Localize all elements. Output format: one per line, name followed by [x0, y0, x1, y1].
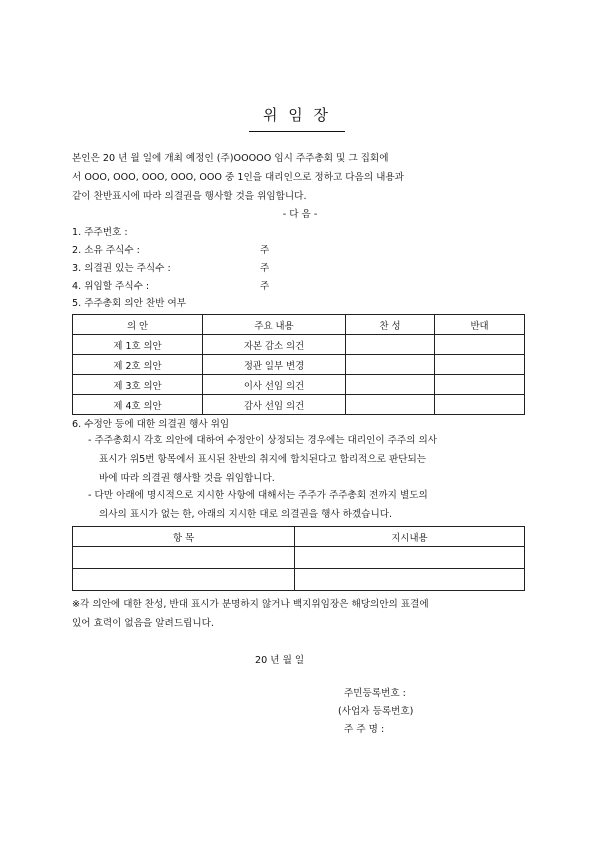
- item-label: 2. 소유 주식수 :: [72, 245, 140, 256]
- da-eum-heading: - 다 음 -: [282, 209, 318, 220]
- table-row: [73, 375, 525, 395]
- column-header: 지시내용: [295, 527, 525, 547]
- agenda-content: 정관 일부 변경: [203, 355, 346, 375]
- agenda-content: 자본 감소 의건: [203, 335, 346, 355]
- table-header-row: [73, 527, 525, 547]
- item-delegated-shares: [72, 278, 270, 292]
- agenda-number: 제 2호 의안: [73, 355, 203, 375]
- item-label: 1. 주주번호 :: [72, 227, 128, 238]
- section6-a-line-2: 표시가 위5번 항목에서 표시된 찬반의 취지에 합치된다고 합리적으로 판단되는: [99, 454, 427, 465]
- item-owned-shares: [72, 242, 270, 256]
- agenda-content: 이사 선임 의건: [203, 375, 346, 395]
- approve-cell[interactable]: [346, 395, 435, 415]
- section6-title: 6. 수정안 등에 대한 의결권 행사 위임: [72, 419, 230, 430]
- agenda-number: 제 3호 의안: [73, 375, 203, 395]
- instruction-item-cell[interactable]: [73, 547, 295, 569]
- column-header: 찬 성: [346, 315, 435, 335]
- intro-line-2: 서 OOO, OOO, OOO, OOO, OOO 중 1인을 대리인으로 정하고 다음의 내용과: [72, 172, 404, 183]
- notice-line-1: ※각 의안에 대한 찬성, 반대 표시가 분명하지 않거나 백지위임장은 해당의안의 표결에: [72, 599, 429, 610]
- section6-b-line-1: - 다만 아래에 명시적으로 지시한 사항에 대해서는 주주가 주주총회 전까지 별도의: [88, 490, 428, 501]
- column-header: 반대: [435, 315, 525, 335]
- item-label: 3. 의결권 있는 주식수 :: [72, 263, 171, 274]
- item-shareholder-number: [72, 224, 128, 238]
- business-number-label: (사업자 등록번호): [338, 706, 414, 717]
- table-row: [73, 355, 525, 375]
- oppose-cell[interactable]: [435, 355, 525, 375]
- agenda-number: 제 1호 의안: [73, 335, 203, 355]
- table-row: [73, 569, 525, 591]
- table-row: [73, 335, 525, 355]
- section6-a-line-3: 바에 따라 의결권 행사할 것을 위임합니다.: [99, 473, 275, 484]
- table-row: [73, 395, 525, 415]
- notice-paragraph: [72, 595, 532, 633]
- agenda-number: 제 4호 의안: [73, 395, 203, 415]
- intro-line-3: 같이 찬반표시에 따라 의결권을 행사할 것을 위임합니다.: [72, 191, 307, 202]
- oppose-cell[interactable]: [435, 395, 525, 415]
- instruction-table: [72, 526, 525, 591]
- resident-number-label: 주민등록번호 :: [344, 688, 406, 699]
- section6-paragraph-a: [88, 431, 437, 488]
- column-header: 주요 내용: [203, 315, 346, 335]
- section6-paragraph-b: [88, 486, 428, 524]
- item-value: 주: [260, 281, 270, 292]
- item-voting-shares: [72, 260, 270, 274]
- approve-cell[interactable]: [346, 335, 435, 355]
- intro-paragraph: [72, 149, 528, 206]
- notice-line-2: 있어 효력이 없음을 알려드립니다.: [72, 618, 214, 629]
- oppose-cell[interactable]: [435, 335, 525, 355]
- approve-cell[interactable]: [346, 355, 435, 375]
- document-title: 위 임 장: [249, 104, 345, 132]
- item-agenda-vote: [72, 295, 186, 309]
- item-value: 주: [260, 263, 270, 274]
- column-header: 의 안: [73, 315, 203, 335]
- section6-b-line-2: 의사의 표시가 없는 한, 아래의 지시한 대로 의결권을 행사 하겠습니다.: [99, 509, 393, 520]
- approve-cell[interactable]: [346, 375, 435, 395]
- section6-a-line-1: - 주주총회시 각호 의안에 대하여 수정안이 상정되는 경우에는 대리인이 주주의 의사: [88, 435, 438, 446]
- agenda-content: 감사 선임 의건: [203, 395, 346, 415]
- table-row: [73, 547, 525, 569]
- instruction-content-cell[interactable]: [295, 569, 525, 591]
- instruction-content-cell[interactable]: [295, 547, 525, 569]
- intro-line-1: 본인은 20 년 월 일에 개최 예정인 (주)OOOOO 임시 주주총회 및 그 집회에: [72, 153, 389, 164]
- item-label: 5. 주주총회 의안 찬반 여부: [72, 298, 187, 309]
- agenda-table: [72, 314, 525, 415]
- item-label: 4. 위임할 주식수 :: [72, 281, 150, 292]
- oppose-cell[interactable]: [435, 375, 525, 395]
- instruction-item-cell[interactable]: [73, 569, 295, 591]
- shareholder-name-label: 주 주 명 :: [344, 724, 385, 735]
- table-header-row: [73, 315, 525, 335]
- item-value: 주: [260, 245, 270, 256]
- column-header: 항 목: [73, 527, 295, 547]
- signing-date: 20 년 월 일: [255, 655, 305, 666]
